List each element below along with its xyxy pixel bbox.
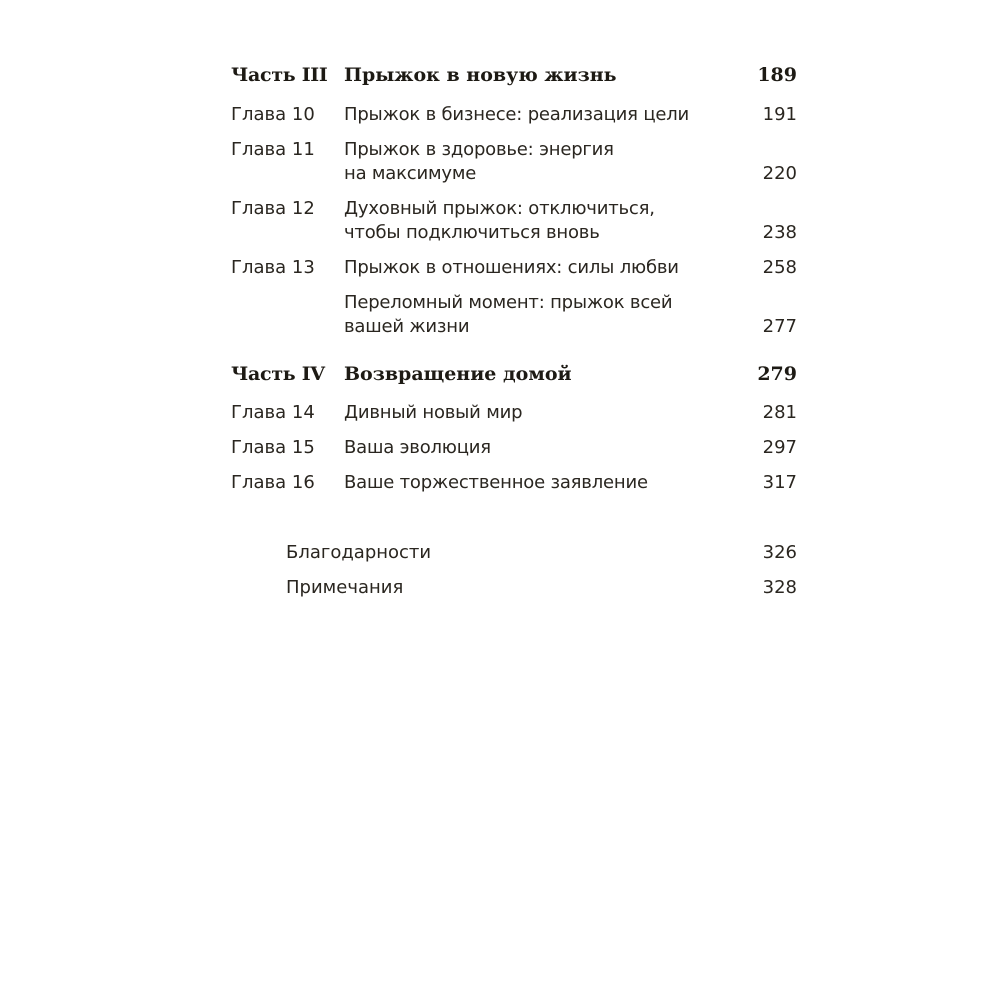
page-number: 189 (757, 64, 797, 86)
toc-chapter-12 (231, 197, 797, 257)
section-title: Примечания (286, 577, 404, 598)
chapter-title-line-2: чтобы подключиться вновь (344, 222, 600, 243)
chapter-label: Глава 14 (231, 402, 315, 423)
chapter-label: Глава 12 (231, 198, 315, 219)
page-number: 238 (762, 222, 797, 243)
part-title: Возвращение домой (344, 363, 572, 385)
page-number: 258 (762, 257, 797, 278)
toc-turning-point (231, 291, 797, 351)
page-number: 326 (762, 542, 797, 563)
part-title: Прыжок в новую жизнь (344, 64, 617, 86)
chapter-label: Глава 16 (231, 472, 315, 493)
section-title: Благодарности (286, 542, 432, 563)
page-number: 328 (762, 577, 797, 598)
chapter-label: Глава 13 (231, 257, 315, 278)
chapter-label: Глава 11 (231, 139, 315, 160)
toc-notes (231, 576, 797, 636)
part-label: Часть IV (231, 363, 325, 385)
chapter-label: Глава 10 (231, 104, 315, 125)
page-number: 297 (762, 437, 797, 458)
chapter-title-line-1: Духовный прыжок: отключиться, (344, 198, 655, 219)
chapter-title: Прыжок в бизнесе: реализация цели (344, 104, 690, 125)
page-number: 281 (762, 402, 797, 423)
toc-chapter-16 (231, 471, 797, 531)
chapter-title-line-2: на максимуме (344, 163, 477, 184)
part-label: Часть III (231, 64, 328, 86)
chapter-title-line-1: Прыжок в здоровье: энергия (344, 139, 614, 160)
section-title-line-2: вашей жизни (344, 316, 470, 337)
chapter-label: Глава 15 (231, 437, 315, 458)
page-number: 317 (762, 472, 797, 493)
chapter-title: Ваше торжественное заявление (344, 472, 648, 493)
toc-chapter-11 (231, 138, 797, 198)
page-number: 220 (762, 163, 797, 184)
chapter-title: Дивный новый мир (344, 402, 523, 423)
page-number: 279 (757, 363, 797, 385)
section-title-line-1: Переломный момент: прыжок всей (344, 292, 673, 313)
chapter-title: Прыжок в отношениях: силы любви (344, 257, 679, 278)
page-number: 191 (762, 104, 797, 125)
chapter-title: Ваша эволюция (344, 437, 491, 458)
page-number: 277 (762, 316, 797, 337)
